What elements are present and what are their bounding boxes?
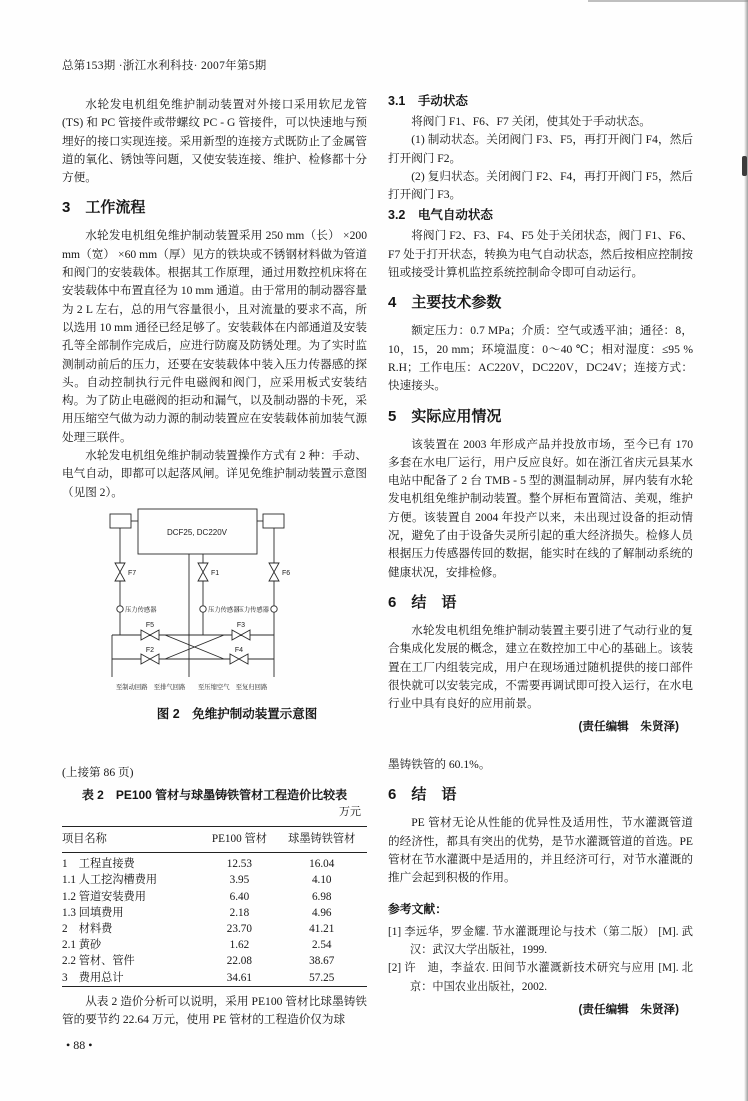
table-row bbox=[62, 889, 367, 905]
row-value: 16.04 bbox=[309, 858, 335, 871]
row-value: 57.25 bbox=[309, 971, 335, 984]
journal-header: 总第153期 ·浙江水利科技· 2007年第5期 bbox=[62, 60, 267, 72]
valve-f4-label: F4 bbox=[234, 646, 244, 654]
left-port-box bbox=[110, 514, 131, 528]
table2 bbox=[62, 826, 367, 987]
table-row bbox=[62, 921, 367, 937]
row-value: 3.95 bbox=[229, 874, 250, 887]
editor-note: (责任编辑 朱贤泽) bbox=[578, 720, 679, 734]
table-row bbox=[62, 970, 367, 987]
reference-label: [2] bbox=[388, 962, 402, 975]
section-31-paragraph: 将阀门 F1、F6、F7 关闭，使其处于手动状态。 bbox=[411, 115, 651, 128]
table-row bbox=[62, 953, 367, 969]
section-5-heading: 5 实际应用情况 bbox=[388, 407, 502, 425]
row-label: 2.2 管材、管件 bbox=[62, 955, 135, 968]
row-value: 6.98 bbox=[311, 890, 332, 903]
valve-f3-label: F3 bbox=[236, 621, 246, 629]
section-6-heading: 6 结 语 bbox=[388, 593, 457, 611]
figure2-diagram bbox=[108, 505, 366, 701]
reference-text: 许 迪，李益农. 田间节水灌溉新技术研究与应用 [M]. 北京：中国农业出版社，2002. bbox=[404, 962, 693, 993]
pressure-sensor-label: 压力传感器 bbox=[237, 606, 269, 614]
row-label: 1 工程直接费 bbox=[62, 858, 135, 871]
col-header-pe100: PE100 管材 bbox=[202, 826, 276, 852]
col-header-ductile: 球墨铸铁管材 bbox=[276, 826, 367, 852]
row-value: 6.40 bbox=[229, 890, 250, 903]
section-31-item-1: (1) 制动状态。关闭阀门 F3、F5，再打开阀门 F4，然后打开阀门 F2。 bbox=[388, 133, 693, 165]
outlet-right-label: 至压缩空气 至复归回路 bbox=[198, 683, 268, 691]
scan-artifact bbox=[742, 156, 747, 176]
valve-f4-icon bbox=[230, 654, 248, 664]
reference-text: 李远华，罗金耀. 节水灌溉理论与技术（第二版） [M]. 武汉：武汉大学出版社，1999. bbox=[404, 925, 693, 956]
row-value: 2.18 bbox=[229, 906, 250, 919]
section-32-paragraph: 将阀门 F2、F3、F4、F5 处于关闭状态，阀门 F1、F6、F7 处于打开状态，转换为电气自动状态，然后按相应控制按钮或接受计算机监控系统控制命令即可自动运行。 bbox=[388, 229, 693, 280]
row-value: 1.62 bbox=[229, 939, 250, 952]
valve-f6-icon bbox=[269, 563, 279, 581]
page-number: • 88 • bbox=[66, 1038, 93, 1053]
pressure-sensor-label: 压力传感器 bbox=[208, 606, 240, 614]
row-label: 2 材料费 bbox=[62, 922, 113, 935]
row-value: 4.96 bbox=[311, 906, 332, 919]
reference-item bbox=[388, 959, 693, 996]
continued-sentence: 墨铸铁管的 60.1%。 bbox=[388, 758, 491, 772]
valve-f7-icon bbox=[115, 563, 125, 581]
intro-paragraph: 水轮发电机组免维护制动装置对外接口采用软尼龙管(TS) 和 PC 管接件或带螺纹 PC - G 管接件，可以快速地与预埋好的接口实现连接。采用新型的连接方式既防止了金属管道的氧化、锈蚀等问题，又使安装连接、维护、检修都十分方便。 bbox=[62, 98, 367, 185]
row-label: 1.2 管道安装费用 bbox=[62, 890, 146, 903]
row-value: 2.54 bbox=[311, 939, 332, 952]
row-label: 2.1 黄砂 bbox=[62, 939, 102, 952]
valve-symbols bbox=[115, 563, 279, 664]
editor-note-2: (责任编辑 朱贤泽) bbox=[578, 1002, 679, 1016]
row-label: 1.3 回填费用 bbox=[62, 906, 124, 919]
valve-f7-label: F7 bbox=[128, 569, 137, 577]
col-header-item: 项目名称 bbox=[62, 826, 202, 852]
left-column bbox=[62, 96, 367, 1053]
row-value: 23.70 bbox=[226, 922, 252, 935]
figure-2 bbox=[108, 505, 366, 722]
valve-f2-label: F2 bbox=[145, 646, 155, 654]
section-31-heading: 3.1 手动状态 bbox=[388, 94, 468, 108]
row-label: 1.1 人工挖沟槽费用 bbox=[62, 874, 158, 887]
reference-label: [1] bbox=[388, 925, 402, 938]
row-value: 41.21 bbox=[309, 922, 335, 935]
table-row bbox=[62, 905, 367, 921]
valve-f3-icon bbox=[232, 630, 250, 640]
table-header-row bbox=[62, 826, 367, 852]
table2-unit: 万元 bbox=[339, 805, 361, 818]
valve-f2-icon bbox=[141, 654, 159, 664]
outlet-left-label: 至制动回路 至排气回路 bbox=[116, 683, 186, 691]
row-value: 38.67 bbox=[309, 955, 335, 968]
table-row bbox=[62, 937, 367, 953]
section-5-paragraph: 该装置在 2003 年形成产品并投放市场，至今已有 170 多套在水电厂运行，用户反应良好。如在浙江省庆元县某水电站中配备了 2 台 TMB - 5 型的测温制动屏，屏内装有水轮发电机组免维护制动装置。整个屏柜布置简洁、美观，维护方便。该装置自 2004 年投产以来，未出现过设备的拒动情况，避免了由于设备失灵所引起的重大经济损失。检修人员根据压力传感器传回的数据，能实时在线的了解制动系统的健康状况，安排检修。 bbox=[388, 437, 693, 579]
section-3-heading: 3 工作流程 bbox=[62, 199, 146, 217]
reference-item bbox=[388, 923, 693, 960]
pressure-sensor-icon bbox=[200, 606, 206, 612]
pressure-sensor-label: 压力传感器 bbox=[125, 606, 157, 614]
references-heading: 参考文献： bbox=[388, 901, 447, 916]
scan-edge-top bbox=[588, 0, 748, 2]
continued-section-6-heading: 6 结 语 bbox=[388, 786, 457, 804]
section-32-heading: 3.2 电气自动状态 bbox=[388, 208, 493, 223]
valve-f6-label: F6 bbox=[282, 569, 291, 577]
figure2-caption: 图 2 免维护制动装置示意图 bbox=[156, 706, 318, 721]
section-31-item-2: (2) 复归状态。关闭阀门 F2、F4，再打开阀门 F5，然后打开阀门 F3。 bbox=[388, 169, 693, 202]
valve-f5-icon bbox=[141, 630, 159, 640]
right-column bbox=[388, 90, 693, 1019]
row-value: 22.08 bbox=[226, 955, 252, 968]
row-value: 4.10 bbox=[311, 874, 332, 887]
row-value: 34.61 bbox=[226, 971, 252, 984]
valve-f1-icon bbox=[198, 563, 208, 581]
pressure-sensor-icon bbox=[271, 606, 277, 612]
table-analysis-paragraph: 从表 2 造价分析可以说明，采用 PE100 管材比球墨铸铁管的要节约 22.64 万元，使用 PE 管材的工程造价仅为球 bbox=[62, 994, 367, 1027]
row-value: 12.53 bbox=[226, 858, 252, 871]
valve-f1-label: F1 bbox=[211, 569, 220, 577]
section-4-heading: 4 主要技术参数 bbox=[388, 294, 502, 312]
table-row bbox=[62, 853, 367, 873]
section-6-paragraph: 水轮发电机组免维护制动装置主要引进了气动行业的复合集成化发展的概念，建立在数控加工中心的基础上。该装置在工厂内组装完成，用户在现场通过随机提供的接口部件很快就可以安装完成，不需要再调试即可投入运行，在水电行业中具有良好的应用前景。 bbox=[388, 623, 693, 711]
section-3-paragraph-1: 水轮发电机组免维护制动装置采用 250 mm（长） ×200 mm（宽） ×60 mm（厚）见方的铁块或不锈钢材料做为管道和阀门的安装载体。根据其工作原理，通过用数控机床将在安装载体中布置直径为 10 mm 通道。由于常用的制动器容量为 2 L 左右，总的用气容量很小，且对流量的要求不高，所以选用 10 mm 通径已经足够了。安装载体在内部通道及安装孔等全部制作完成后，应进行防腐及防锈处理。为了实时监测制动前后的压力，还要在安装载体中装入压力传器感的探头。自动控制执行元件电磁阀和阀门，应采用板式安装结构。为了防止电磁阀的拒动和漏气，以及制动器的卡死，采用压缩空气做为动力源的制动装置应在安装载体前加装气源处理三联件。 bbox=[62, 229, 367, 444]
table-row bbox=[62, 872, 367, 888]
continued-from-note: (上接第 86 页) bbox=[62, 765, 134, 779]
section-4-paragraph: 额定压力：0.7 MPa；介质：空气或透平油；通径：8，10，15，20 mm；环境温度：0～40 ℃；相对湿度：≤95 % R.H；工作电压：AC220V，DC220V，DC24V；连接方式：快速接头。 bbox=[388, 324, 693, 393]
device-label: DCF25, DC220V bbox=[166, 527, 228, 537]
valve-f5-label: F5 bbox=[145, 621, 155, 629]
continued-section-6-paragraph: PE 管材无论从性能的优异性及适用性，节水灌溉管道的经济性，都具有突出的优势，是节水灌溉管道的首选。PE 管材在节水灌溉中是适用的，并且经济可行，对节水灌溉的推广会起到积极的作用。 bbox=[388, 816, 693, 885]
section-3-paragraph-2: 水轮发电机组免维护制动装置操作方式有 2 种：手动、电气自动，即都可以起落风闸。详见免维护制动装置示意图（见图 2）。 bbox=[62, 449, 367, 499]
row-label: 3 费用总计 bbox=[62, 971, 124, 984]
table2-title: 表 2 PE100 管材与球墨铸铁管材工程造价比较表 bbox=[81, 787, 348, 802]
pressure-sensor-icon bbox=[117, 606, 123, 612]
right-port-box bbox=[263, 514, 284, 528]
